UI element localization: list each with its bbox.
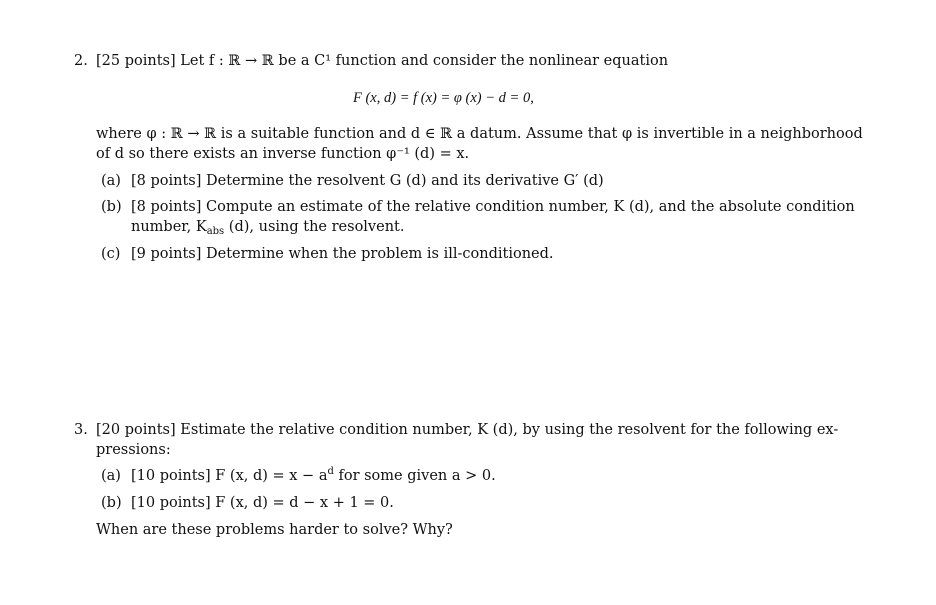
problem-3-closing: When are these problems harder to solve? Why?	[96, 522, 453, 538]
problem-3-intro-line-1: [20 points] Estimate the relative condition number, K (d), by using the resolvent for the following ex-	[96, 422, 839, 438]
problem-3-part-b-text: [10 points] F (x, d) = d − x + 1 = 0.	[131, 495, 394, 511]
problem-2-part-b-text: [8 points] Compute an estimate of the relative condition number, K (d), and the absolute condition	[131, 199, 855, 215]
problem-2-number: 2.	[74, 53, 88, 69]
problem-2-where-line-2: of d so there exists an inverse function φ⁻¹ (d) = x.	[96, 146, 470, 162]
problem-3-number: 3.	[74, 422, 88, 438]
problem-3-part-b-label: (b)	[101, 495, 122, 511]
problem-2-where-line-1: where φ : ℝ → ℝ is a suitable function and d ∈ ℝ a datum. Assume that φ is invertible in a neighborhood	[96, 126, 863, 142]
problem-2-part-a-label: (a)	[101, 173, 121, 189]
problem-3-intro-line-2: pressions:	[96, 442, 171, 458]
problem-2-part-a-text: [8 points] Determine the resolvent G (d) and its derivative G′ (d)	[131, 173, 604, 189]
problem-3-part-a-label: (a)	[101, 468, 121, 484]
problem-2-part-c-text: [9 points] Determine when the problem is ill-conditioned.	[131, 246, 554, 262]
problem-2-part-b-label: (b)	[101, 199, 122, 215]
problem-2-intro: [25 points] Let f : ℝ → ℝ be a C¹ function and consider the nonlinear equation	[96, 53, 669, 69]
problem-2-equation: F (x, d) = f (x) = φ (x) − d = 0,	[353, 90, 534, 106]
problem-2-part-c-label: (c)	[101, 246, 121, 262]
problem-2-part-b-text-continued: number, $K_{abs}$ (d), using the resolvent.	[131, 219, 405, 237]
problem-3-part-a-text: [10 points] F (x, $d) = x - a^d$ for some given a > 0.	[131, 466, 496, 484]
